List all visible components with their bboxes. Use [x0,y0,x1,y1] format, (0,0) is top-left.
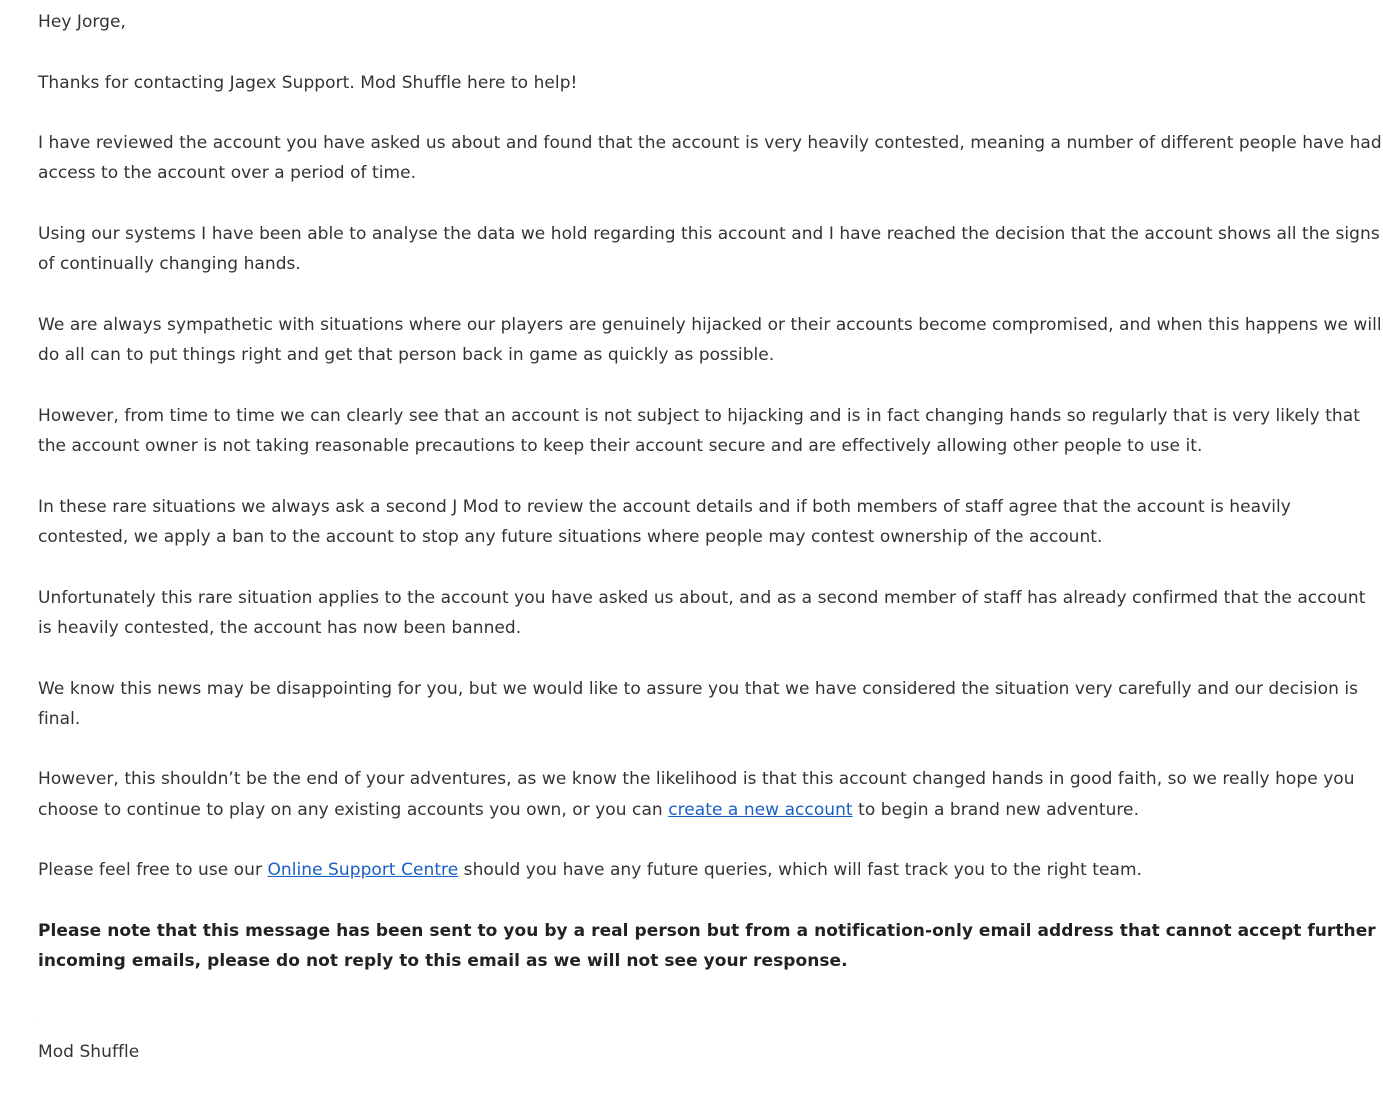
online-support-centre-link[interactable]: Online Support Centre [267,860,459,881]
notice-paragraph [38,916,1383,977]
support-paragraph [38,855,1383,885]
adventures-text-before: However, this shouldn’t be the end of your adventures, as we know the likelihood is that this account changed hands in good faith, so we really hope you choose to continue to play on any existing accounts you own, or you can [38,769,1355,820]
adventures-text-after: to begin a brand new adventure. [852,799,1140,820]
support-text-after: should you have any future queries, which will fast track you to the right team. [458,860,1143,881]
greeting: Hey Jorge, [38,12,126,32]
email-body [38,7,1383,1098]
sympathy-paragraph: We are always sympathetic with situations where our players are genuinely hijacked or their accounts become compromised, and when this happens we will do all can to put things right and get that person back in game as quickly as possible. [38,314,1382,366]
intro-paragraph: Thanks for contacting Jagex Support. Mod Shuffle here to help! [38,72,578,93]
banned-paragraph: Unfortunately this rare situation applies to the account you have asked us about, and as a second member of staff has already confirmed that the account is heavily contested, the account has now been banned. [38,587,1366,638]
signature: Mod Shuffle [38,1042,140,1063]
notice-text: Please note that this message has been sent to you by a real person but from a notification-only email address that cannot accept further incoming emails, please do not reply to this email as we will not see your response. [38,920,1376,972]
adventures-paragraph [38,764,1383,825]
final-decision-paragraph: We know this news may be disappointing for you, but we would like to assure you that we have considered the situation very carefully and our decision is final. [38,678,1359,729]
support-text-before: Please feel free to use our [38,860,268,881]
spacer [38,1007,1383,1037]
review-paragraph: I have reviewed the account you have asked us about and found that the account is very heavily contested, meaning a number of different people have had access to the account over a period of time. [38,133,1382,184]
precautions-paragraph: However, from time to time we can clearly see that an account is not subject to hijacking and is in fact changing hands so regularly that is very likely that the account owner is not taking reasonable precautions to keep their account secure and are effectively allowing other people to use it. [38,405,1360,457]
spacer-mark [38,1021,39,1022]
create-account-link[interactable]: create a new account [668,799,853,820]
second-review-paragraph: In these rare situations we always ask a second J Mod to review the account details and if both members of staff agree that the account is heavily contested, we apply a ban to the account to stop any future situations where people may contest ownership of the account. [38,496,1291,548]
analysis-paragraph: Using our systems I have been able to analyse the data we hold regarding this account and I have reached the decision that the account shows all the signs of continually changing hands. [38,224,1380,275]
